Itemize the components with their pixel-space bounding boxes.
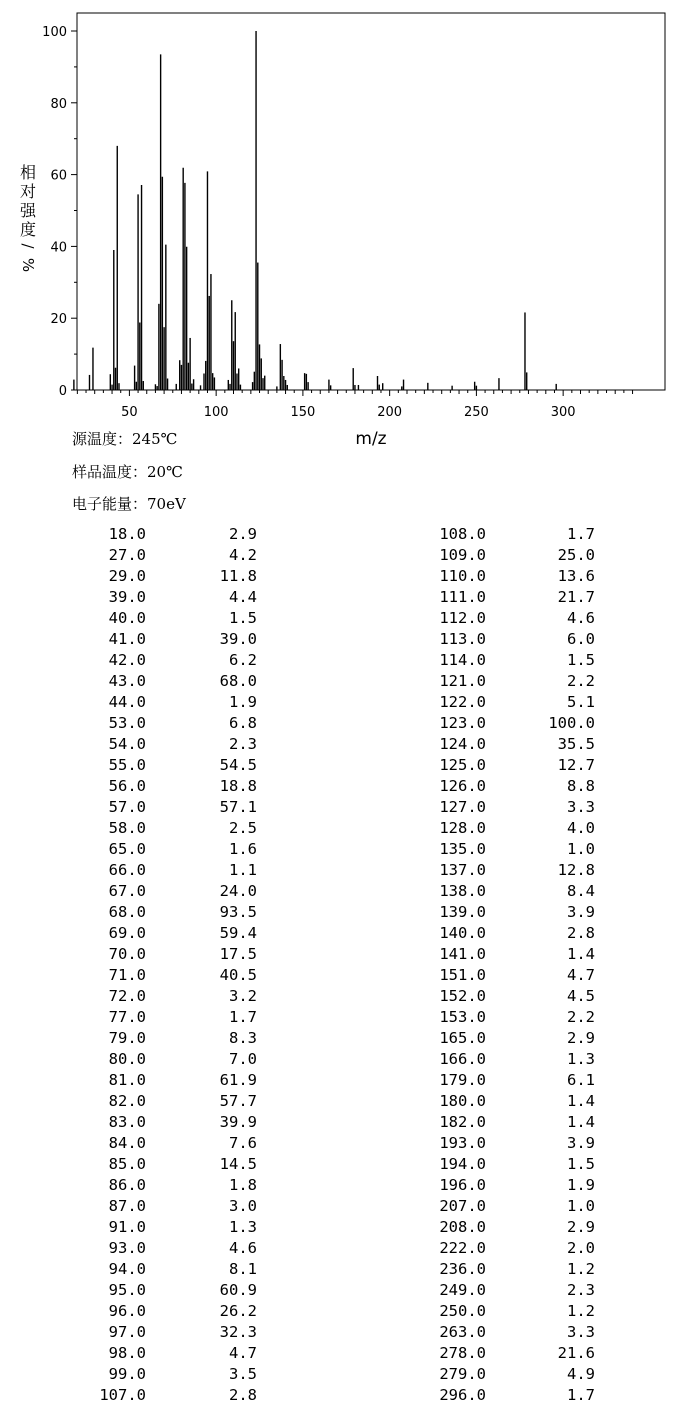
sample-temperature: 样品温度：20℃ bbox=[72, 463, 183, 481]
mz-value: 83.0 bbox=[108, 1113, 146, 1131]
mz-value: 153.0 bbox=[439, 1008, 486, 1026]
mz-value: 141.0 bbox=[439, 945, 486, 963]
mz-value: 54.0 bbox=[108, 735, 146, 753]
abundance-value: 1.8 bbox=[229, 1176, 257, 1194]
abundance-value: 57.1 bbox=[219, 798, 257, 816]
abundance-value: 14.5 bbox=[219, 1155, 257, 1173]
table-row bbox=[0, 839, 691, 860]
abundance-value: 4.7 bbox=[229, 1344, 257, 1362]
mz-value: 196.0 bbox=[439, 1176, 486, 1194]
mz-value: 95.0 bbox=[108, 1281, 146, 1299]
abundance-value: 6.2 bbox=[229, 651, 257, 669]
mz-value: 82.0 bbox=[108, 1092, 146, 1110]
abundance-value: 3.9 bbox=[567, 903, 595, 921]
table-row bbox=[0, 1385, 691, 1406]
abundance-value: 35.5 bbox=[557, 735, 595, 753]
mz-value: 123.0 bbox=[439, 714, 486, 732]
mz-value: 182.0 bbox=[439, 1113, 486, 1131]
mz-value: 70.0 bbox=[108, 945, 146, 963]
table-row bbox=[0, 524, 691, 545]
table-row bbox=[0, 797, 691, 818]
mz-value: 42.0 bbox=[108, 651, 146, 669]
table-row bbox=[0, 1007, 691, 1028]
table-row bbox=[0, 776, 691, 797]
abundance-value: 4.6 bbox=[567, 609, 595, 627]
x-tick-label: 100 bbox=[203, 405, 229, 420]
x-axis-label: m/z bbox=[355, 429, 387, 449]
abundance-value: 5.1 bbox=[567, 693, 595, 711]
abundance-value: 18.8 bbox=[219, 777, 257, 795]
abundance-value: 54.5 bbox=[219, 756, 257, 774]
abundance-value: 4.2 bbox=[229, 546, 257, 564]
mz-value: 135.0 bbox=[439, 840, 486, 858]
table-row bbox=[0, 587, 691, 608]
abundance-value: 1.4 bbox=[567, 1092, 595, 1110]
abundance-value: 1.3 bbox=[567, 1050, 595, 1068]
abundance-value: 40.5 bbox=[219, 966, 257, 984]
abundance-value: 7.6 bbox=[229, 1134, 257, 1152]
abundance-value: 2.2 bbox=[567, 672, 595, 690]
abundance-value: 100.0 bbox=[548, 714, 595, 732]
mz-value: 68.0 bbox=[108, 903, 146, 921]
mz-value: 71.0 bbox=[108, 966, 146, 984]
abundance-value: 1.2 bbox=[567, 1302, 595, 1320]
mz-value: 39.0 bbox=[108, 588, 146, 606]
table-row bbox=[0, 608, 691, 629]
mz-value: 79.0 bbox=[108, 1029, 146, 1047]
mz-value: 109.0 bbox=[439, 546, 486, 564]
abundance-value: 93.5 bbox=[219, 903, 257, 921]
table-row bbox=[0, 965, 691, 986]
mz-value: 193.0 bbox=[439, 1134, 486, 1152]
y-label-char: % bbox=[19, 257, 37, 273]
abundance-value: 68.0 bbox=[219, 672, 257, 690]
abundance-value: 6.1 bbox=[567, 1071, 595, 1089]
mz-value: 93.0 bbox=[108, 1239, 146, 1257]
abundance-value: 3.3 bbox=[567, 1323, 595, 1341]
mz-value: 138.0 bbox=[439, 882, 486, 900]
mz-value: 296.0 bbox=[439, 1386, 486, 1404]
mz-value: 96.0 bbox=[108, 1302, 146, 1320]
mz-value: 57.0 bbox=[108, 798, 146, 816]
table-row bbox=[0, 1364, 691, 1385]
table-row bbox=[0, 1301, 691, 1322]
table-row bbox=[0, 713, 691, 734]
mz-value: 152.0 bbox=[439, 987, 486, 1005]
table-row bbox=[0, 629, 691, 650]
table-row bbox=[0, 944, 691, 965]
y-tick-label: 40 bbox=[50, 240, 67, 256]
mz-value: 249.0 bbox=[439, 1281, 486, 1299]
abundance-value: 24.0 bbox=[219, 882, 257, 900]
abundance-value: 3.9 bbox=[567, 1134, 595, 1152]
mz-value: 180.0 bbox=[439, 1092, 486, 1110]
table-row bbox=[0, 1049, 691, 1070]
mz-value: 84.0 bbox=[108, 1134, 146, 1152]
table-row bbox=[0, 692, 691, 713]
mz-value: 94.0 bbox=[108, 1260, 146, 1278]
abundance-value: 1.7 bbox=[567, 1386, 595, 1404]
y-tick-label: 100 bbox=[42, 25, 67, 40]
mz-value: 67.0 bbox=[108, 882, 146, 900]
y-label-char: 强 bbox=[19, 201, 37, 220]
x-tick-label: 200 bbox=[377, 405, 403, 420]
y-label-char: 相 bbox=[19, 163, 37, 182]
abundance-value: 4.5 bbox=[567, 987, 595, 1005]
abundance-value: 8.4 bbox=[567, 882, 595, 900]
abundance-value: 8.8 bbox=[567, 777, 595, 795]
abundance-value: 4.0 bbox=[567, 819, 595, 837]
mz-value: 72.0 bbox=[108, 987, 146, 1005]
table-row bbox=[0, 1133, 691, 1154]
abundance-value: 1.7 bbox=[567, 525, 595, 543]
mz-value: 53.0 bbox=[108, 714, 146, 732]
abundance-value: 21.6 bbox=[557, 1344, 595, 1362]
mz-value: 139.0 bbox=[439, 903, 486, 921]
mz-value: 86.0 bbox=[108, 1176, 146, 1194]
abundance-value: 3.3 bbox=[567, 798, 595, 816]
abundance-value: 1.7 bbox=[229, 1008, 257, 1026]
y-axis bbox=[42, 25, 77, 399]
mz-value: 65.0 bbox=[108, 840, 146, 858]
mz-value: 208.0 bbox=[439, 1218, 486, 1236]
mz-value: 66.0 bbox=[108, 861, 146, 879]
abundance-value: 1.5 bbox=[567, 1155, 595, 1173]
x-tick-label: 300 bbox=[550, 405, 576, 420]
x-tick-label: 250 bbox=[463, 405, 489, 420]
mz-value: 165.0 bbox=[439, 1029, 486, 1047]
x-tick-label: 150 bbox=[290, 405, 316, 420]
abundance-value: 2.3 bbox=[229, 735, 257, 753]
abundance-value: 4.6 bbox=[229, 1239, 257, 1257]
abundance-value: 1.0 bbox=[567, 1197, 595, 1215]
table-row bbox=[0, 650, 691, 671]
abundance-value: 61.9 bbox=[219, 1071, 257, 1089]
table-row bbox=[0, 923, 691, 944]
mz-value: 27.0 bbox=[108, 546, 146, 564]
table-row bbox=[0, 1091, 691, 1112]
abundance-value: 13.6 bbox=[557, 567, 595, 585]
y-label-char: 对 bbox=[19, 182, 37, 201]
abundance-value: 2.5 bbox=[229, 819, 257, 837]
mz-value: 111.0 bbox=[439, 588, 486, 606]
mz-value: 112.0 bbox=[439, 609, 486, 627]
mz-value: 125.0 bbox=[439, 756, 486, 774]
abundance-value: 1.0 bbox=[567, 840, 595, 858]
mz-value: 98.0 bbox=[108, 1344, 146, 1362]
abundance-value: 1.4 bbox=[567, 945, 595, 963]
abundance-value: 26.2 bbox=[219, 1302, 257, 1320]
abundance-value: 1.9 bbox=[567, 1176, 595, 1194]
table-row bbox=[0, 881, 691, 902]
table-row bbox=[0, 734, 691, 755]
mz-value: 126.0 bbox=[439, 777, 486, 795]
mz-value: 128.0 bbox=[439, 819, 486, 837]
table-row bbox=[0, 1343, 691, 1364]
abundance-value: 2.3 bbox=[567, 1281, 595, 1299]
table-row bbox=[0, 1259, 691, 1280]
mz-value: 29.0 bbox=[108, 567, 146, 585]
mz-value: 137.0 bbox=[439, 861, 486, 879]
abundance-value: 4.9 bbox=[567, 1365, 595, 1383]
y-axis-label bbox=[19, 163, 37, 272]
mz-value: 110.0 bbox=[439, 567, 486, 585]
table-row bbox=[0, 986, 691, 1007]
abundance-value: 39.9 bbox=[219, 1113, 257, 1131]
abundance-value: 2.0 bbox=[567, 1239, 595, 1257]
abundance-value: 4.7 bbox=[567, 966, 595, 984]
y-tick-label: 60 bbox=[50, 168, 67, 184]
mz-value: 91.0 bbox=[108, 1218, 146, 1236]
mz-value: 87.0 bbox=[108, 1197, 146, 1215]
mz-value: 279.0 bbox=[439, 1365, 486, 1383]
mz-value: 140.0 bbox=[439, 924, 486, 942]
table-row bbox=[0, 545, 691, 566]
mz-value: 80.0 bbox=[108, 1050, 146, 1068]
table-row bbox=[0, 860, 691, 881]
table-row bbox=[0, 671, 691, 692]
table-row bbox=[0, 1154, 691, 1175]
table-row bbox=[0, 1217, 691, 1238]
mz-value: 207.0 bbox=[439, 1197, 486, 1215]
abundance-value: 1.1 bbox=[229, 861, 257, 879]
mz-value: 122.0 bbox=[439, 693, 486, 711]
x-tick-label: 50 bbox=[121, 405, 138, 420]
mz-value: 41.0 bbox=[108, 630, 146, 648]
mz-value: 121.0 bbox=[439, 672, 486, 690]
abundance-value: 60.9 bbox=[219, 1281, 257, 1299]
abundance-value: 21.7 bbox=[557, 588, 595, 606]
y-label-char: / bbox=[19, 243, 37, 249]
source-temperature: 源温度：245℃ bbox=[72, 430, 178, 448]
abundance-value: 4.4 bbox=[229, 588, 257, 606]
mz-value: 99.0 bbox=[108, 1365, 146, 1383]
table-row bbox=[0, 1112, 691, 1133]
abundance-value: 39.0 bbox=[219, 630, 257, 648]
mz-value: 44.0 bbox=[108, 693, 146, 711]
mz-value: 114.0 bbox=[439, 651, 486, 669]
mz-value: 77.0 bbox=[108, 1008, 146, 1026]
y-tick-label: 80 bbox=[50, 96, 67, 112]
mz-value: 81.0 bbox=[108, 1071, 146, 1089]
abundance-value: 17.5 bbox=[219, 945, 257, 963]
mz-value: 124.0 bbox=[439, 735, 486, 753]
mz-value: 56.0 bbox=[108, 777, 146, 795]
abundance-value: 25.0 bbox=[557, 546, 595, 564]
mz-value: 250.0 bbox=[439, 1302, 486, 1320]
table-row bbox=[0, 566, 691, 587]
mz-value: 69.0 bbox=[108, 924, 146, 942]
y-label-char: 度 bbox=[19, 220, 37, 239]
y-tick-label: 20 bbox=[50, 312, 67, 328]
abundance-value: 32.3 bbox=[219, 1323, 257, 1341]
abundance-value: 2.9 bbox=[229, 525, 257, 543]
abundance-value: 12.7 bbox=[557, 756, 595, 774]
abundance-value: 57.7 bbox=[219, 1092, 257, 1110]
mz-value: 85.0 bbox=[108, 1155, 146, 1173]
y-tick-label: 0 bbox=[58, 384, 67, 399]
abundance-value: 6.0 bbox=[567, 630, 595, 648]
mz-value: 108.0 bbox=[439, 525, 486, 543]
table-row bbox=[0, 1322, 691, 1343]
abundance-value: 8.1 bbox=[229, 1260, 257, 1278]
mz-value: 58.0 bbox=[108, 819, 146, 837]
abundance-value: 1.4 bbox=[567, 1113, 595, 1131]
abundance-value: 11.8 bbox=[219, 567, 257, 585]
mz-value: 263.0 bbox=[439, 1323, 486, 1341]
abundance-value: 2.9 bbox=[567, 1029, 595, 1047]
table-row bbox=[0, 1070, 691, 1091]
mz-value: 55.0 bbox=[108, 756, 146, 774]
mz-value: 179.0 bbox=[439, 1071, 486, 1089]
abundance-value: 2.9 bbox=[567, 1218, 595, 1236]
table-row bbox=[0, 1196, 691, 1217]
mz-value: 40.0 bbox=[108, 609, 146, 627]
table-row bbox=[0, 1280, 691, 1301]
abundance-value: 2.8 bbox=[229, 1386, 257, 1404]
abundance-value: 3.5 bbox=[229, 1365, 257, 1383]
abundance-value: 3.2 bbox=[229, 987, 257, 1005]
abundance-value: 1.5 bbox=[567, 651, 595, 669]
mz-value: 97.0 bbox=[108, 1323, 146, 1341]
mz-value: 113.0 bbox=[439, 630, 486, 648]
x-axis bbox=[77, 390, 632, 420]
electron-energy: 电子能量：70eV bbox=[72, 495, 186, 513]
mz-value: 236.0 bbox=[439, 1260, 486, 1278]
abundance-value: 3.0 bbox=[229, 1197, 257, 1215]
abundance-value: 1.3 bbox=[229, 1218, 257, 1236]
mass-spectrum-chart bbox=[0, 0, 691, 460]
abundance-value: 6.8 bbox=[229, 714, 257, 732]
abundance-value: 59.4 bbox=[219, 924, 257, 942]
abundance-value: 1.6 bbox=[229, 840, 257, 858]
table-row bbox=[0, 1238, 691, 1259]
mz-value: 43.0 bbox=[108, 672, 146, 690]
mz-value: 222.0 bbox=[439, 1239, 486, 1257]
table-row bbox=[0, 902, 691, 923]
mz-value: 107.0 bbox=[99, 1386, 146, 1404]
abundance-value: 12.8 bbox=[557, 861, 595, 879]
abundance-value: 1.2 bbox=[567, 1260, 595, 1278]
mz-value: 194.0 bbox=[439, 1155, 486, 1173]
peak-bars bbox=[74, 31, 556, 390]
mz-value: 127.0 bbox=[439, 798, 486, 816]
abundance-value: 2.8 bbox=[567, 924, 595, 942]
table-row bbox=[0, 1028, 691, 1049]
abundance-value: 8.3 bbox=[229, 1029, 257, 1047]
abundance-value: 2.2 bbox=[567, 1008, 595, 1026]
mz-value: 166.0 bbox=[439, 1050, 486, 1068]
table-row bbox=[0, 818, 691, 839]
abundance-value: 1.5 bbox=[229, 609, 257, 627]
mz-value: 18.0 bbox=[108, 525, 146, 543]
mz-value: 151.0 bbox=[439, 966, 486, 984]
mz-value: 278.0 bbox=[439, 1344, 486, 1362]
abundance-value: 7.0 bbox=[229, 1050, 257, 1068]
abundance-value: 1.9 bbox=[229, 693, 257, 711]
table-row bbox=[0, 1175, 691, 1196]
table-row bbox=[0, 755, 691, 776]
